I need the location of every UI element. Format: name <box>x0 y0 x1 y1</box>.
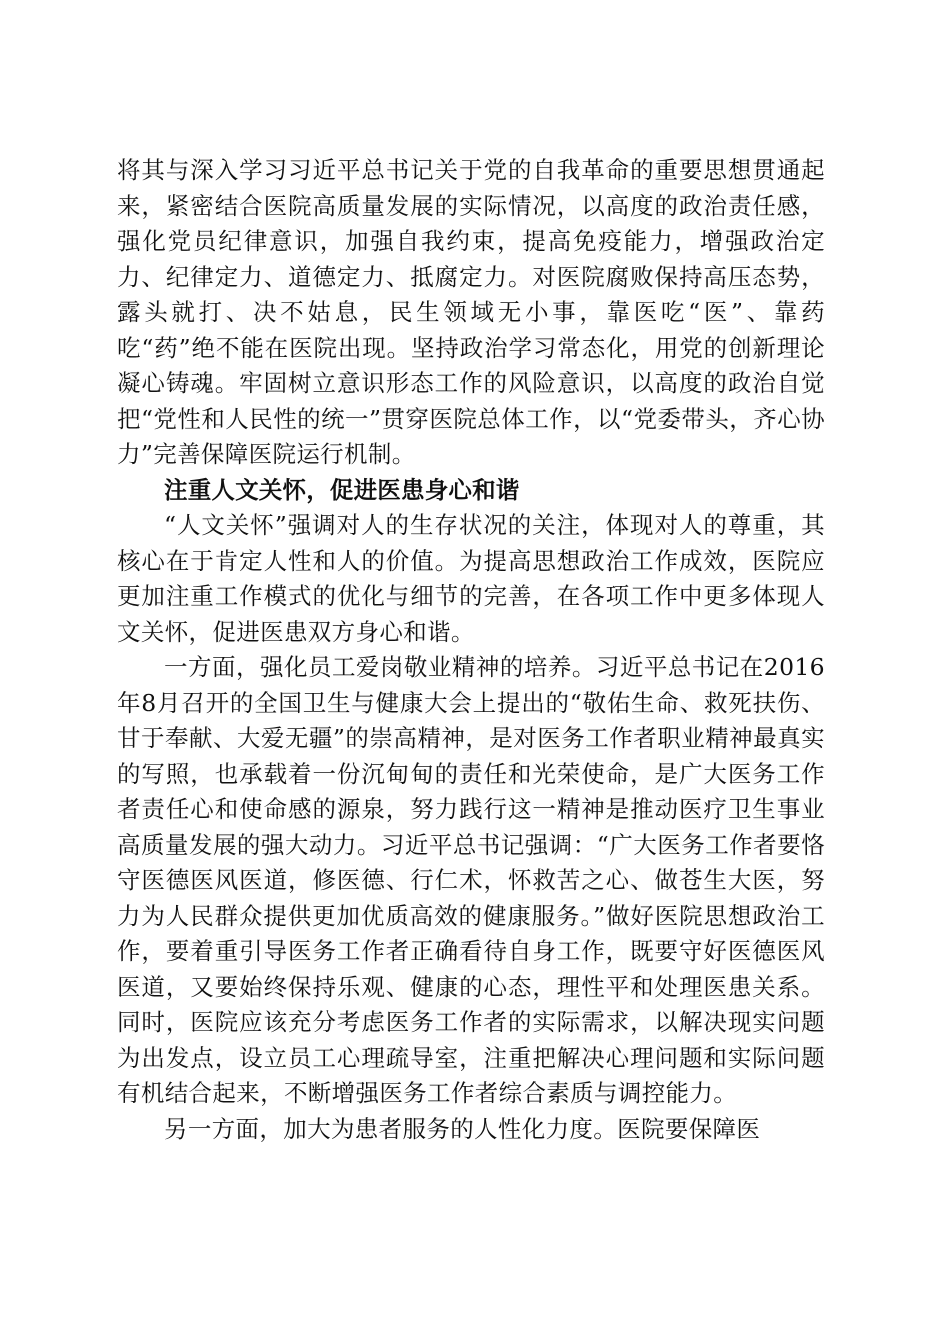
document-body <box>117 153 825 1147</box>
paragraph-humanistic-care-intro: “人文关怀”强调对人的生存状况的关注，体现对人的尊重，其核心在于肯定人性和人的价值。为提高思想政治工作成效，医院应更加注重工作模式的优化与细节的完善，在各项工作中更多体现人文关怀，促进医患双方身心和谐。 <box>117 511 825 646</box>
section-heading-humanistic-care: 注重人文关怀，促进医患身心和谐 <box>164 475 520 504</box>
paragraph-staff-dedication: 一方面，强化员工爱岗敬业精神的培养。习近平总书记在2016年8月召开的全国卫生与健康大会上提出的“敬佑生命、救死扶伤、甘于奉献、大爱无疆”的崇高精神，是对医务工作者职业精神最真实的写照，也承载着一份沉甸甸的责任和光荣使命，是广大医务工作者责任心和使命感的源泉，努力践行这一精神是推动医疗卫生事业高质量发展的强大动力。习近平总书记强调：“广大医务工作者要恪守医德医风医道，修医德、行仁术，怀救苦之心、做苍生大医，努力为人民群众提供更加优质高效的健康服务。”做好医院思想政治工作，要着重引导医务工作者正确看待自身工作，既要守好医德医风医道，又要始终保持乐观、健康的心态，理性平和处理医患关系。同时，医院应该充分考虑医务工作者的实际需求，以解决现实问题为出发点，设立员工心理疏导室，注重把解决心理问题和实际问题有机结合起来，不断增强医务工作者综合素质与调控能力。 <box>117 653 825 1107</box>
paragraph-patient-service: 另一方面，加大为患者服务的人性化力度。医院要保障医 <box>164 1114 761 1143</box>
paragraph-party-self-revolution: 将其与深入学习习近平总书记关于党的自我革命的重要思想贯通起来，紧密结合医院高质量发展的实际情况，以高度的政治责任感，强化党员纪律意识，加强自我约束，提高免疫能力，增强政治定力、纪律定力、道德定力、抵腐定力。对医院腐败保持高压态势，露头就打、决不姑息，民生领域无小事，靠医吃“医”、靠药吃“药”绝不能在医院出现。坚持政治学习常态化，用党的创新理论凝心铸魂。牢固树立意识形态工作的风险意识，以高度的政治自觉把“党性和人民性的统一”贯穿医院总体工作，以“党委带头，齐心协力”完善保障医院运行机制。 <box>117 156 825 468</box>
